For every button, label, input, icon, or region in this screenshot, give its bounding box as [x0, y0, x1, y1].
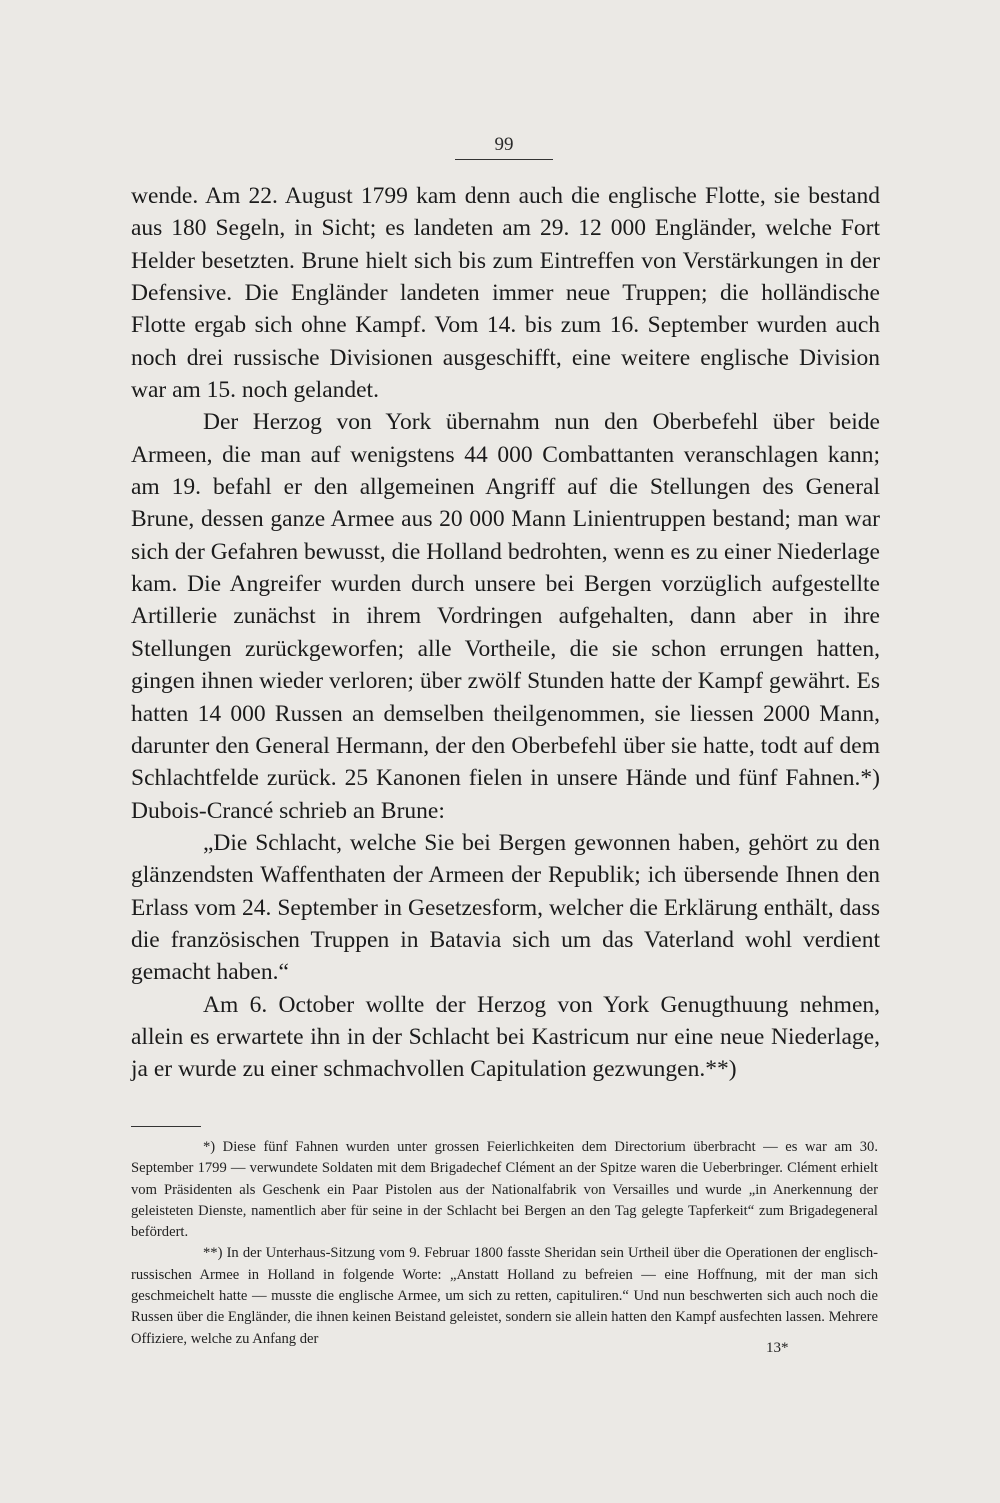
- paragraph: wende. Am 22. August 1799 kam denn auch die englische Flotte, sie bestand aus 180 Segeln, in Sicht; es landeten am 29. 12 000 Engländer, welche Fort Helder besetzten. Brune hielt sich bis zum Eintreffen von Verstärkungen in der Defensive. Die Engländer landeten immer neue Truppen; die holländische Flotte ergab sich ohne Kampf. Vom 14. bis zum 16. September wurden auch noch drei russische Divisionen ausgeschifft, eine weitere englische Division war am 15. noch gelandet.: [131, 183, 880, 404]
- quoted-paragraph: „Die Schlacht, welche Sie bei Bergen gewonnen haben, gehört zu den glänzendsten Waffenthaten der Armeen der Republik; ich übersende Ihnen den Erlass vom 24. September in Gesetzesform, welcher die Erklärung enthält, dass die französischen Truppen in Batavia sich um das Vaterland wohl verdient gemacht haben.“: [131, 829, 880, 986]
- body-text: [131, 180, 880, 1086]
- footnote: *) Diese fünf Fahnen wurden unter grossen Feierlichkeiten dem Directorium überbracht — es war am 30. September 1799 — verwundete Soldaten mit dem Brigadechef Clément an der Spitze waren die Ueberbringer. Clément erhielt vom Präsidenten als Geschenk ein Paar Pistolen aus der Nationalfabrik von Versailles und wurde „in Anerkennung der geleisteten Dienste, namentlich aber für seine in der Schlacht bei Bergen an den Tag gelegte Tapferkeit“ zum Brigadegeneral befördert.: [131, 1139, 878, 1241]
- page-number: 99: [494, 134, 514, 155]
- footnote-rule: [131, 1126, 201, 1127]
- footnotes: [131, 1137, 878, 1350]
- footnote: **) In der Unterhaus-Sitzung vom 9. Februar 1800 fasste Sheridan sein Urtheil über die Operationen der englisch-russischen Armee in Holland in folgende Worte: „Anstatt Holland zu befreien — eine Hoffnung, mit der man sich geschmeichelt hatte — musste die englische Armee, um sich zu retten, capituliren.“ Und nun beschwerten sich auch noch die Russen über die Engländer, die ihnen keinen Beistand geleistet, sondern sie allein hatten den Kampf ausfechten lassen. Mehrere Offiziere, welche zu Anfang der: [131, 1245, 878, 1347]
- paragraph: Am 6. October wollte der Herzog von York Genugthuung nehmen, allein es erwartete ihn in der Schlacht bei Kastricum nur eine neue Niederlage, ja er wurde zu einer schmachvollen Capitulation gezwungen.**): [131, 991, 880, 1083]
- header-rule: [455, 159, 553, 160]
- paragraph: Der Herzog von York übernahm nun den Oberbefehl über beide Armeen, die man auf wenigstens 44 000 Combattanten veranschlagen kann; am 19. befahl er den allgemeinen Angriff auf die Stellungen des General Brune, dessen ganze Armee aus 20 000 Mann Linientruppen bestand; man war sich der Gefahren bewusst, die Holland bedrohten, wenn es zu einer Niederlage kam. Die Angreifer wurden durch unsere bei Bergen vorzüglich aufgestellte Artillerie zunächst in ihrem Vordringen aufgehalten, dann aber in ihre Stellungen zurückgeworfen; alle Vortheile, die sie schon errungen hatten, gingen ihnen wieder verloren; über zwölf Stunden hatte der Kampf gewährt. Es hatten 14 000 Russen an demselben theilgenommen, sie liessen 2000 Mann, darunter den General Hermann, der den Oberbefehl über sie hatte, todt auf dem Schlachtfelde zurück. 25 Kanonen fielen in unsere Hände und fünf Fahnen.*) Dubois-Crancé schrieb an Brune:: [131, 409, 880, 824]
- printer-signature-mark: 13*: [766, 1340, 789, 1356]
